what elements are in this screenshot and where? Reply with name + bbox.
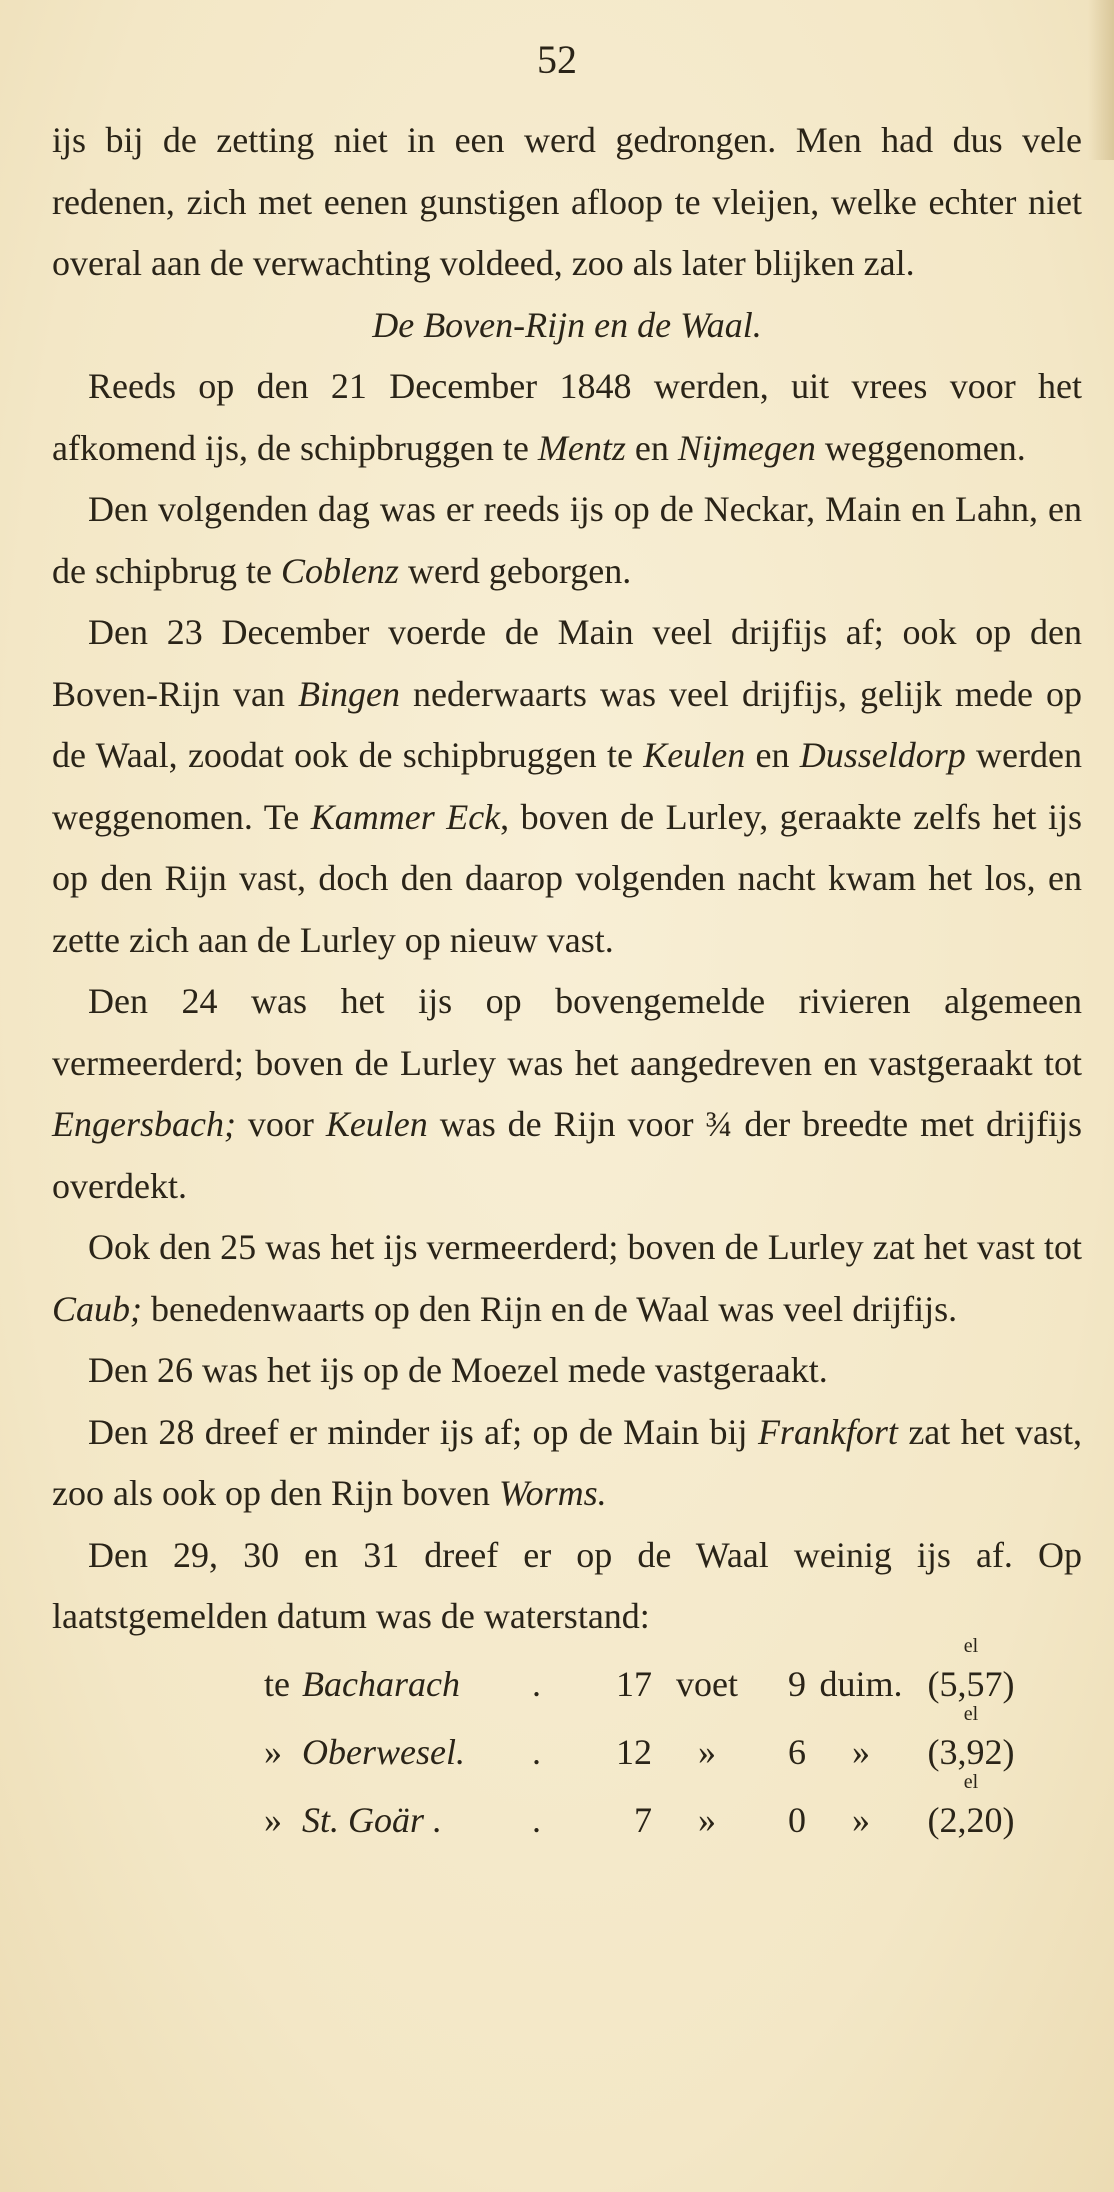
place-name: Dusseldorp	[799, 735, 966, 775]
place-name: Coblenz	[280, 550, 399, 591]
inch-unit: »	[852, 1732, 870, 1772]
text-run: Reeds op den 21 December 1848 werden, uit vrees voor het afkomend ijs, de schipbruggen te	[52, 366, 1082, 468]
text-run: werden weggenomen. Te	[52, 735, 1082, 837]
place-name: Engersbach;	[52, 1104, 236, 1144]
inch-unit: duim.	[819, 1664, 903, 1704]
inch-unit: »	[852, 1800, 870, 1840]
table-row	[264, 1716, 1026, 1784]
text-run: Den 23 December voerde de Main veel drijfijs af; ook op den Boven-Rijn van	[52, 612, 1082, 714]
el-superscript: el	[963, 1770, 979, 1793]
paragraph: Den 29, 30 en 31 dreef er op de Waal weinig ijs af. Op laatstgemelden datum was de waterstand:	[52, 1534, 1082, 1636]
place-name: Kammer Eck	[310, 796, 501, 837]
page-number: 52	[537, 37, 577, 82]
intro-paragraph: ijs bij de zetting niet in een werd gedrongen. Men had dus vele redenen, zich met eenen gunstigen afloop te vleijen, welke echter niet overal aan de verwachting voldeed, zoo als later blijken zal.	[52, 120, 1082, 283]
place-name: Mentz	[537, 427, 626, 468]
row-prefix: »	[264, 1732, 282, 1772]
place-name: Nijmegen	[677, 427, 816, 468]
leader-dots: .	[532, 1664, 541, 1704]
place-name: Worms.	[498, 1473, 607, 1513]
feet-value: 12	[616, 1732, 652, 1772]
feet-unit: »	[698, 1800, 716, 1840]
el-value: (3,92)	[927, 1732, 1015, 1772]
table-row	[264, 1648, 1026, 1716]
text-run: werd geborgen.	[398, 550, 632, 591]
el-cell	[916, 1770, 1026, 1852]
text-run: Ook den 25 was het ijs vermeerderd; boven de Lurley zat het vast tot	[88, 1227, 1082, 1267]
text-run: benedenwaarts op den Rijn en de Waal was veel drijfijs.	[142, 1288, 958, 1329]
text-run: Den volgenden dag was er reeds ijs op de Neckar, Main en Lahn, en de schipbrug te	[52, 489, 1082, 591]
text-run: was de Rijn voor ¾ der breedte met drijfijs overdekt.	[52, 1104, 1082, 1206]
leader-dots: .	[532, 1800, 541, 1840]
text-run: Den 24 was het ijs op bovengemelde rivieren algemeen vermeerderd; boven de Lurley was het aangedreven en vastgeraakt tot	[52, 981, 1082, 1083]
text-run: weggenomen.	[815, 427, 1026, 468]
text-run: en	[745, 735, 800, 775]
paragraph	[52, 479, 1082, 602]
inch-value: 9	[788, 1664, 806, 1704]
text-run: Den 28 dreef er minder ijs af; op de Main bij	[88, 1411, 758, 1452]
row-prefix: te	[264, 1664, 290, 1704]
text-run: voor	[235, 1104, 326, 1144]
feet-value: 7	[634, 1800, 652, 1840]
text-run: , boven de Lurley, geraakte zelfs het ijs op den Rijn vast, doch den daarop volgenden nacht kwam het los, en zette zich aan de Lurley op nieuw vast.	[52, 796, 1082, 960]
place-cell: Bacharach	[302, 1664, 460, 1704]
section-heading: De Boven-Rijn en de Waal.	[372, 304, 762, 345]
place-cell: Oberwesel.	[302, 1732, 465, 1772]
el-superscript: el	[963, 1634, 979, 1657]
paragraph: Den 26 was het ijs op de Moezel mede vastgeraakt.	[88, 1350, 828, 1390]
feet-value: 17	[616, 1664, 652, 1704]
page-body	[52, 110, 1082, 1852]
paragraph	[52, 1217, 1082, 1340]
text-run: en	[625, 427, 678, 468]
place-cell: St. Goär .	[302, 1800, 443, 1840]
place-name: Keulen	[325, 1104, 428, 1144]
paragraph	[52, 356, 1082, 479]
place-name: Frankfort	[757, 1411, 898, 1452]
el-superscript: el	[963, 1702, 979, 1725]
table-row	[264, 1784, 1026, 1852]
text-run: nederwaarts was veel drijfijs, gelijk mede op de Waal, zoodat ook de schipbruggen te	[52, 673, 1082, 775]
water-level-table	[264, 1634, 1026, 1852]
inch-value: 0	[788, 1800, 806, 1840]
place-name: Bingen	[298, 673, 401, 714]
place-name: Keulen	[643, 735, 746, 775]
place-name: Caub;	[52, 1288, 142, 1329]
paragraph	[52, 602, 1082, 971]
paragraph	[52, 1402, 1082, 1525]
el-value: (5,57)	[927, 1664, 1015, 1704]
row-prefix: »	[264, 1800, 282, 1840]
paragraph	[52, 971, 1082, 1217]
text-run: zat het vast, zoo als ook op den Rijn boven	[52, 1411, 1082, 1513]
leader-dots: .	[532, 1732, 541, 1772]
feet-unit: voet	[676, 1664, 738, 1704]
el-value: (2,20)	[927, 1800, 1015, 1840]
feet-unit: »	[698, 1732, 716, 1772]
inch-value: 6	[788, 1732, 806, 1772]
